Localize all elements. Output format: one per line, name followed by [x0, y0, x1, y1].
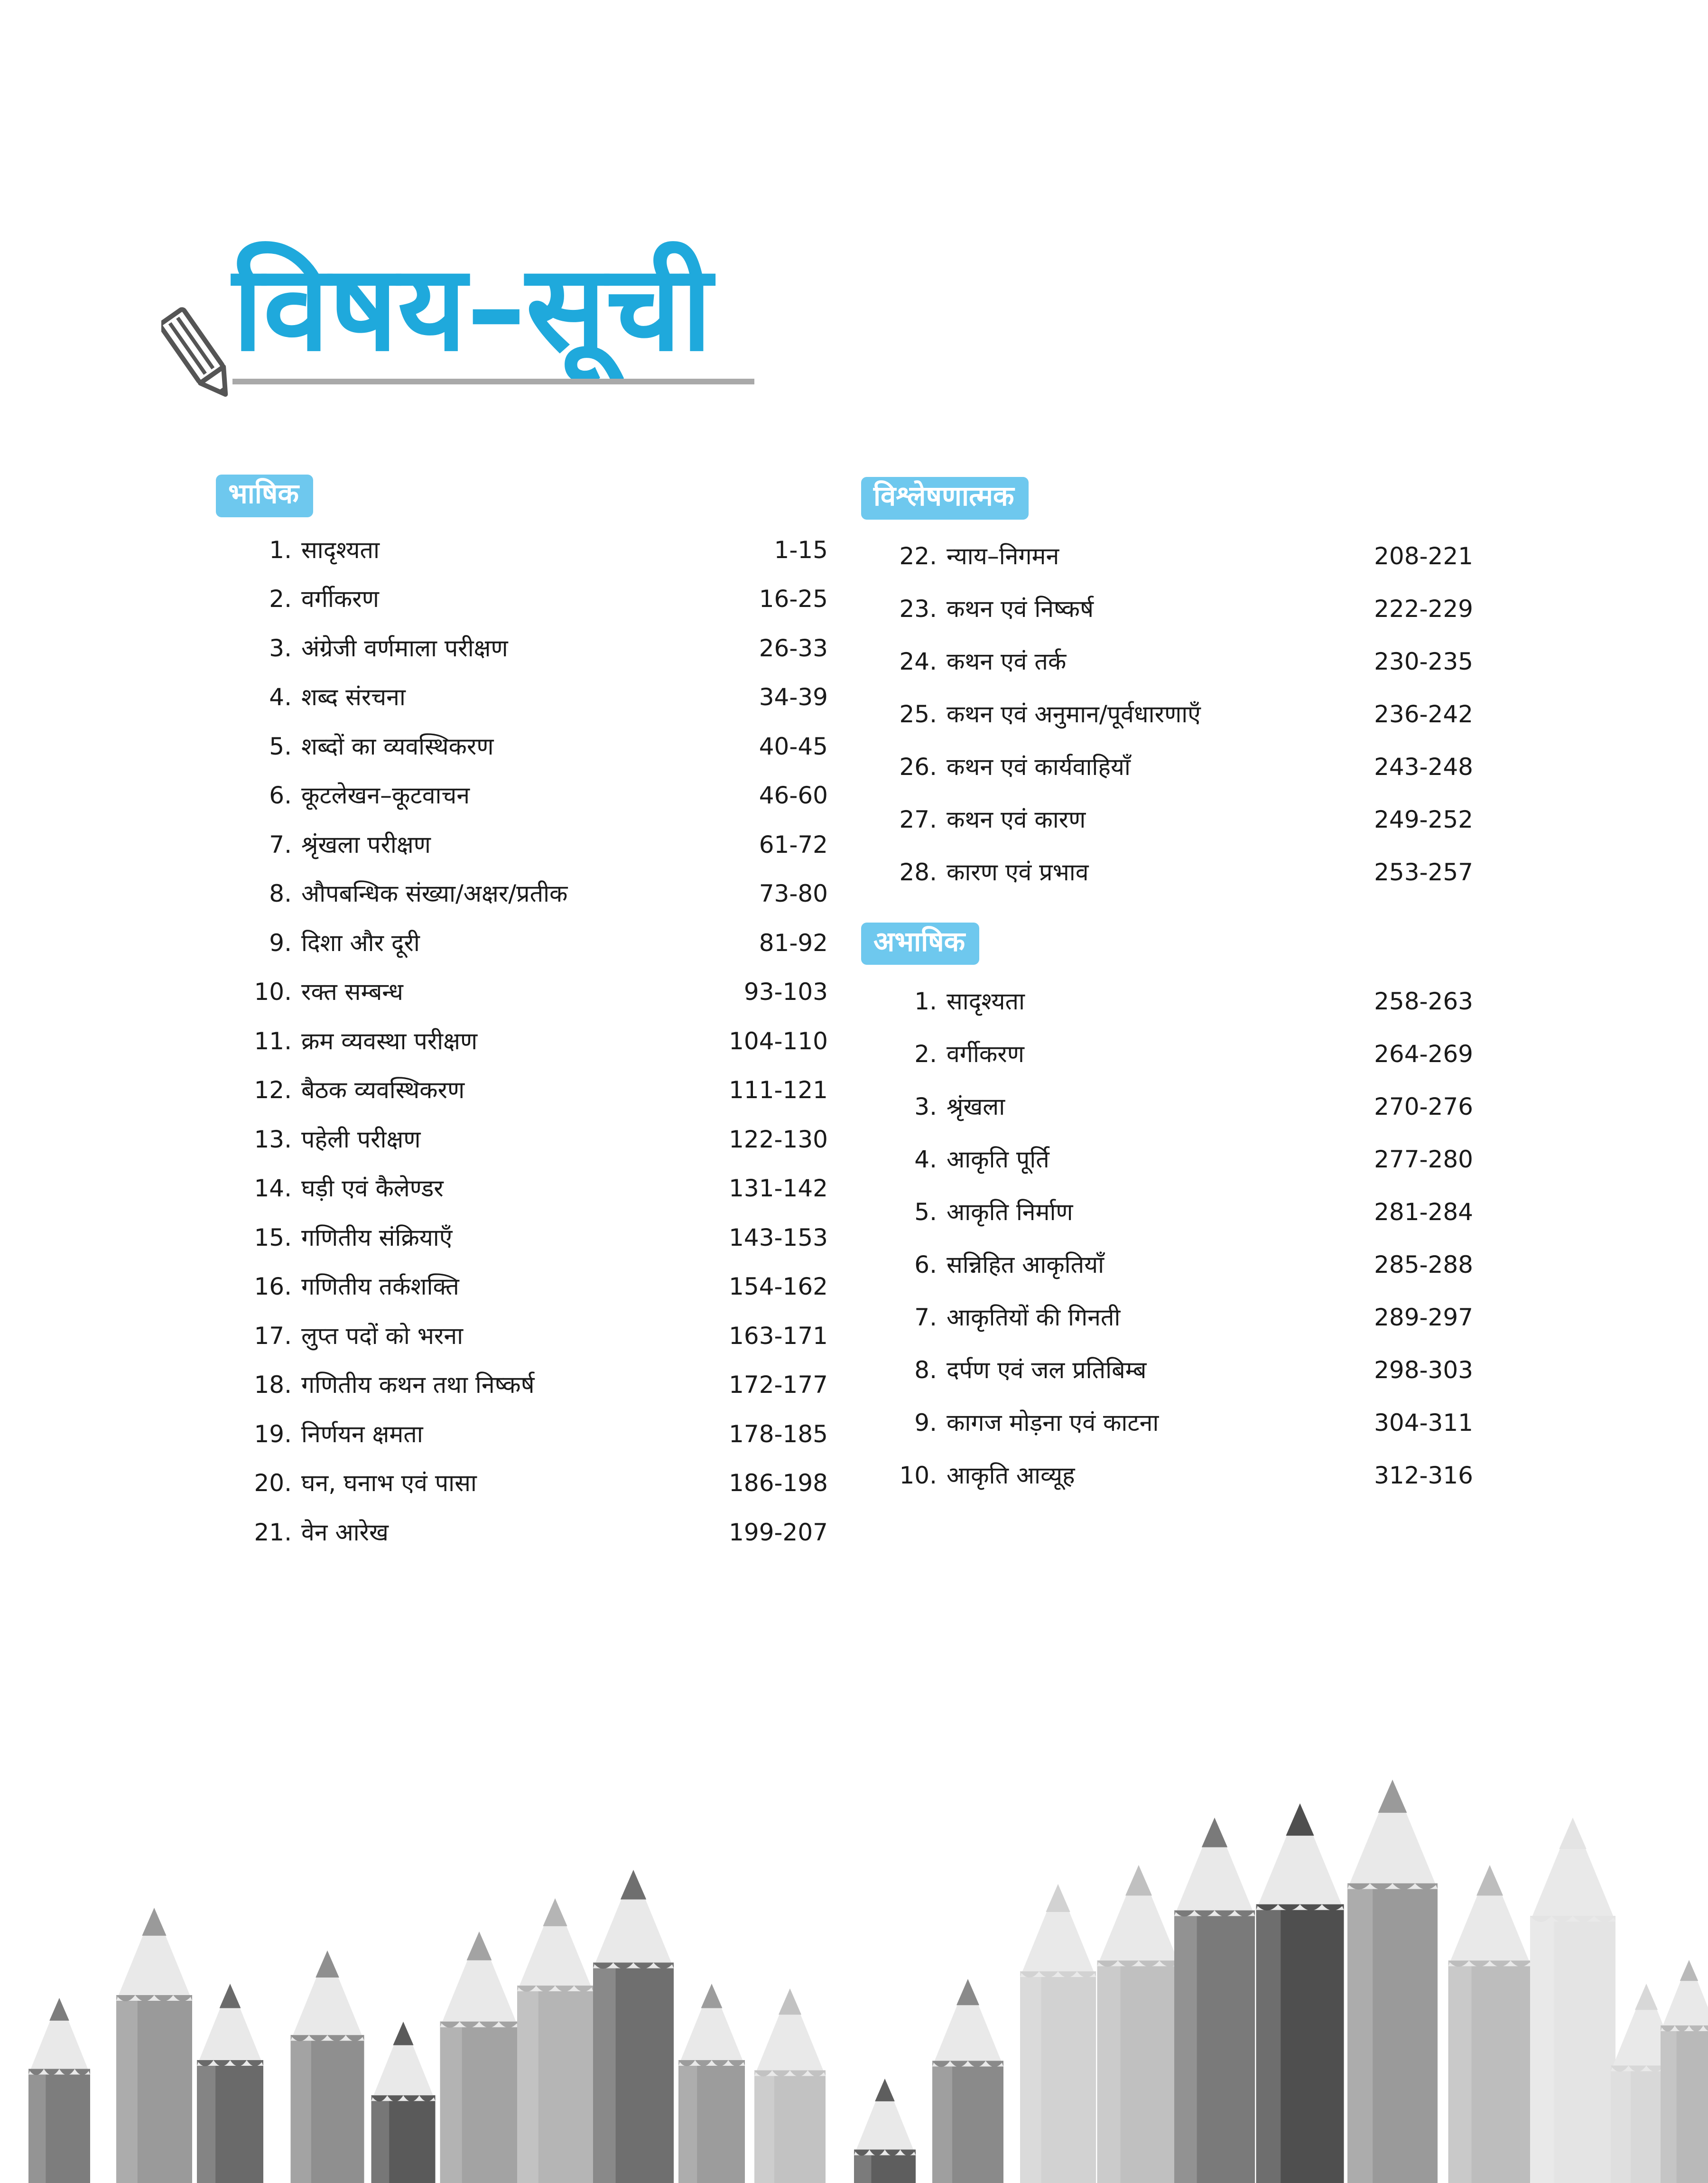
entry-title: गणितीय संक्रियाएँ — [301, 1223, 453, 1251]
entry-title: औपबन्धिक संख्या/अक्षर/प्रतीक — [301, 880, 568, 908]
toc-entry — [216, 869, 828, 919]
pencil-icon — [291, 1950, 364, 2183]
entry-title: कथन एवं कारण — [947, 805, 1086, 833]
entry-pages: 122-130 — [729, 1125, 828, 1153]
entry-pages: 236-242 — [1374, 700, 1473, 728]
toc-entry — [216, 722, 828, 772]
entry-pages: 186-198 — [729, 1469, 828, 1497]
toc-entry — [216, 1361, 828, 1410]
entry-title: आकृतियों की गिनती — [947, 1304, 1121, 1332]
toc-entry — [861, 846, 1473, 899]
toc-entry — [861, 1344, 1473, 1397]
toc-entry — [216, 1115, 828, 1165]
entry-pages: 253-257 — [1374, 858, 1473, 886]
toc-entry — [216, 1164, 828, 1213]
entry-pages: 312-316 — [1374, 1462, 1473, 1490]
entry-title: न्याय–निगमन — [947, 542, 1059, 570]
entry-title: शब्दों का व्यवस्थिकरण — [301, 732, 494, 760]
toc-entry — [861, 635, 1473, 688]
entry-number: 3. — [914, 1093, 937, 1121]
toc-entry — [861, 1449, 1473, 1502]
entry-number: 3. — [269, 634, 292, 662]
entry-title: श्रृंखला परीक्षण — [301, 830, 431, 858]
entry-pages: 304-311 — [1374, 1409, 1473, 1437]
title-underline — [232, 379, 754, 384]
entry-number: 20. — [254, 1469, 292, 1497]
toc-list-vishleshanatmak — [861, 530, 1473, 899]
entry-title: आकृति निर्माण — [947, 1198, 1073, 1226]
pencil-icon — [517, 1898, 593, 2183]
entry-pages: 34-39 — [759, 683, 828, 711]
entry-title: शब्द संरचना — [301, 683, 406, 711]
entry-pages: 16-25 — [759, 585, 828, 613]
pencil-icon — [593, 1870, 674, 2183]
toc-entry — [216, 1017, 828, 1066]
entry-pages: 298-303 — [1374, 1356, 1473, 1384]
entry-title: बैठक व्यवस्थिकरण — [301, 1076, 465, 1104]
pencil-icon — [1097, 1865, 1180, 2183]
toc-entry — [861, 1186, 1473, 1239]
entry-number: 2. — [914, 1040, 937, 1068]
pencil-icon — [1661, 1960, 1708, 2183]
entry-title: कथन एवं निष्कर्ष — [947, 595, 1094, 623]
entry-number: 10. — [899, 1462, 937, 1490]
entry-number: 1. — [269, 536, 292, 564]
entry-title: वर्गीकरण — [301, 585, 379, 613]
pencil-icon — [1448, 1865, 1532, 2183]
pencil-icon — [1174, 1818, 1255, 2183]
entry-pages: 249-252 — [1374, 805, 1473, 833]
pencil-icon — [1347, 1780, 1438, 2183]
entry-title: दर्पण एवं जल प्रतिबिम्ब — [947, 1356, 1147, 1384]
entry-title: सादृश्यता — [301, 536, 380, 564]
entry-number: 8. — [269, 880, 292, 908]
entry-title: दिशा और दूरी — [301, 929, 420, 957]
entry-title: कथन एवं तर्क — [947, 647, 1067, 675]
entry-number: 9. — [269, 929, 292, 957]
entry-title: निर्णयन क्षमता — [301, 1420, 423, 1448]
entry-number: 16. — [254, 1273, 292, 1301]
toc-entry — [861, 975, 1473, 1028]
pencil-icon — [678, 1984, 745, 2183]
entry-title: गणितीय कथन तथा निष्कर्ष — [301, 1371, 535, 1399]
entry-title: क्रम व्यवस्था परीक्षण — [301, 1027, 478, 1055]
title-block — [161, 237, 778, 418]
pencil-icon — [854, 2079, 916, 2183]
entry-pages: 178-185 — [729, 1420, 828, 1448]
entry-number: 26. — [899, 753, 937, 781]
entry-pages: 222-229 — [1374, 595, 1473, 623]
entry-pages: 26-33 — [759, 634, 828, 662]
toc-entry — [861, 1028, 1473, 1081]
left-column — [216, 475, 828, 1557]
pencil-icon — [440, 1931, 519, 2183]
entry-number: 28. — [899, 858, 937, 886]
entry-number: 25. — [899, 700, 937, 728]
toc-entry — [861, 1239, 1473, 1291]
toc-entry — [216, 968, 828, 1017]
toc-entry — [861, 793, 1473, 846]
toc-list-abhashik — [861, 975, 1473, 1502]
toc-entry — [861, 530, 1473, 583]
entry-pages: 154-162 — [729, 1273, 828, 1301]
toc-entry — [861, 583, 1473, 635]
entry-pages: 281-284 — [1374, 1198, 1473, 1226]
toc-entry — [216, 575, 828, 624]
entry-number: 27. — [899, 805, 937, 833]
entry-pages: 1-15 — [774, 536, 828, 564]
entry-number: 15. — [254, 1223, 292, 1251]
entry-number: 18. — [254, 1371, 292, 1399]
section-heading-vishleshanatmak: विश्लेषणात्मक — [861, 477, 1029, 520]
toc-entry — [861, 1081, 1473, 1133]
pencil-icon — [161, 299, 232, 408]
entry-number: 4. — [269, 683, 292, 711]
entry-pages: 93-103 — [743, 978, 828, 1006]
toc-entry — [861, 1133, 1473, 1186]
entry-pages: 81-92 — [759, 929, 828, 957]
entry-number: 24. — [899, 647, 937, 675]
toc-entry — [216, 1459, 828, 1508]
entry-title: लुप्त पदों को भरना — [301, 1322, 464, 1350]
toc-entry — [216, 1410, 828, 1459]
entry-pages: 277-280 — [1374, 1146, 1473, 1174]
entry-pages: 208-221 — [1374, 542, 1473, 570]
entry-number: 14. — [254, 1175, 292, 1203]
entry-number: 10. — [254, 978, 292, 1006]
entry-title: वेन आरेख — [301, 1518, 389, 1546]
entry-pages: 243-248 — [1374, 753, 1473, 781]
toc-entry — [861, 688, 1473, 741]
pencil-icon — [116, 1908, 192, 2183]
entry-number: 13. — [254, 1125, 292, 1153]
pencil-icon — [1256, 1803, 1344, 2183]
entry-number: 12. — [254, 1076, 292, 1104]
entry-title: कथन एवं कार्यवाहियाँ — [947, 753, 1131, 781]
toc-entry — [216, 771, 828, 821]
entry-pages: 131-142 — [729, 1175, 828, 1203]
toc-entry — [216, 919, 828, 968]
toc-entry — [861, 1397, 1473, 1449]
entry-title: रक्त सम्बन्ध — [301, 978, 403, 1006]
entry-number: 9. — [914, 1409, 937, 1437]
toc-entry — [216, 1508, 828, 1558]
entry-pages: 285-288 — [1374, 1251, 1473, 1279]
entry-number: 6. — [914, 1251, 937, 1279]
page-title: विषय–सूची — [232, 239, 712, 377]
entry-number: 1. — [914, 988, 937, 1016]
entry-pages: 163-171 — [729, 1322, 828, 1350]
entry-pages: 104-110 — [729, 1027, 828, 1055]
toc-list-bhashik — [216, 526, 828, 1558]
toc-entry — [216, 624, 828, 673]
entry-title: वर्गीकरण — [947, 1040, 1024, 1068]
entry-title: पहेली परीक्षण — [301, 1125, 421, 1153]
entry-title: कूटलेखन–कूटवाचन — [301, 782, 470, 810]
entry-title: श्रृंखला — [947, 1093, 1005, 1121]
pencil-icon — [28, 1998, 90, 2183]
entry-pages: 270-276 — [1374, 1093, 1473, 1121]
entry-pages: 143-153 — [729, 1223, 828, 1251]
entry-number: 2. — [269, 585, 292, 613]
entry-title: आकृति आव्यूह — [947, 1462, 1075, 1490]
entry-number: 7. — [269, 830, 292, 858]
entry-pages: 61-72 — [759, 830, 828, 858]
toc-entry — [216, 1312, 828, 1361]
entry-title: कारण एवं प्रभाव — [947, 858, 1089, 886]
right-column — [861, 477, 1473, 1502]
entry-pages: 199-207 — [729, 1518, 828, 1546]
entry-title: सन्निहित आकृतियाँ — [947, 1251, 1105, 1279]
entry-title: आकृति पूर्ति — [947, 1146, 1049, 1174]
toc-entry — [216, 1066, 828, 1115]
toc-entry — [216, 821, 828, 870]
entry-pages: 40-45 — [759, 732, 828, 760]
toc-entry — [216, 1213, 828, 1263]
entry-title: गणितीय तर्कशक्ति — [301, 1273, 459, 1301]
entry-pages: 73-80 — [759, 880, 828, 908]
entry-title: अंग्रेजी वर्णमाला परीक्षण — [301, 634, 508, 662]
toc-entry — [216, 1262, 828, 1312]
entry-pages: 230-235 — [1374, 647, 1473, 675]
entry-number: 5. — [269, 732, 292, 760]
entry-number: 22. — [899, 542, 937, 570]
toc-entry — [216, 526, 828, 575]
entry-number: 6. — [269, 782, 292, 810]
pencil-icon — [1530, 1818, 1615, 2183]
section-heading-bhashik: भाषिक — [216, 475, 313, 517]
entry-pages: 172-177 — [729, 1371, 828, 1399]
pencil-icon — [932, 1979, 1003, 2183]
pencil-icon — [371, 2022, 436, 2183]
entry-number: 7. — [914, 1304, 937, 1332]
entry-number: 8. — [914, 1356, 937, 1384]
entry-title: घन, घनाभ एवं पासा — [301, 1469, 477, 1497]
entry-pages: 264-269 — [1374, 1040, 1473, 1068]
entry-pages: 46-60 — [759, 782, 828, 810]
pencil-icon — [197, 1984, 263, 2183]
entry-title: कथन एवं अनुमान/पूर्वधारणाएँ — [947, 700, 1201, 728]
toc-entry — [861, 741, 1473, 793]
pencil-icon — [754, 1988, 826, 2183]
entry-number: 5. — [914, 1198, 937, 1226]
entry-title: सादृश्यता — [947, 988, 1025, 1016]
entry-title: कागज मोड़ना एवं काटना — [947, 1409, 1159, 1437]
entry-title: घड़ी एवं कैलेण्डर — [301, 1175, 444, 1203]
section-heading-abhashik: अभाषिक — [861, 923, 979, 965]
entry-number: 11. — [254, 1027, 292, 1055]
entry-pages: 289-297 — [1374, 1304, 1473, 1332]
entry-pages: 258-263 — [1374, 988, 1473, 1016]
toc-entry — [216, 673, 828, 722]
entry-number: 21. — [254, 1518, 292, 1546]
entry-pages: 111-121 — [729, 1076, 828, 1104]
entry-number: 17. — [254, 1322, 292, 1350]
pencil-icon — [1020, 1884, 1096, 2183]
toc-entry — [861, 1291, 1473, 1344]
entry-number: 4. — [914, 1146, 937, 1174]
entry-number: 19. — [254, 1420, 292, 1448]
colored-pencils-illustration — [0, 1708, 1708, 2183]
entry-number: 23. — [899, 595, 937, 623]
